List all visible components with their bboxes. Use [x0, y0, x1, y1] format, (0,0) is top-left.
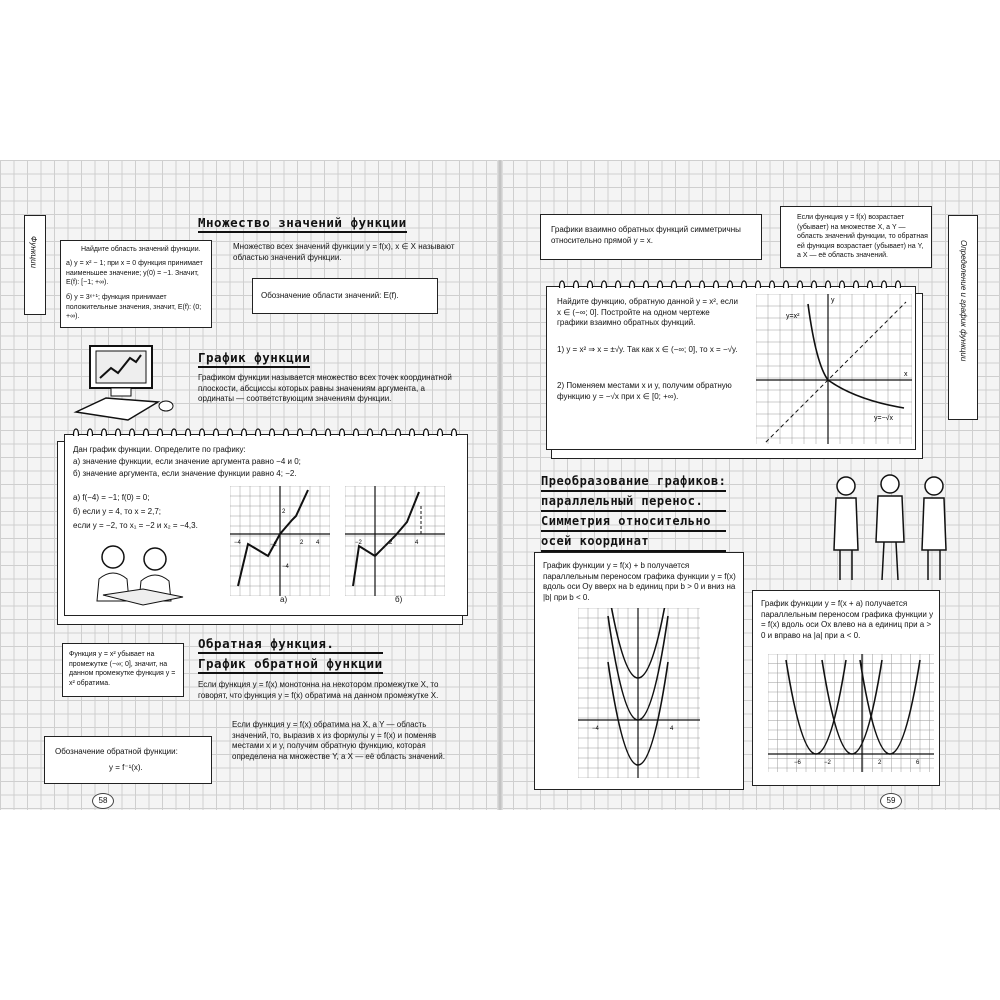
vertical-shift-text: График функции y = f(x) + b получается параллельным переносом графика функции y = f(x) вдоль оси Oy вверх на b единиц при b > 0 и вниз на |b| при b < 0. [543, 561, 736, 602]
spiral-ring [742, 281, 747, 288]
spiral-ring [116, 429, 121, 436]
svg-text:−2: −2 [355, 540, 362, 546]
spiral-ring [854, 281, 859, 288]
spiral-ring [588, 281, 593, 288]
kids-illustration [83, 539, 193, 609]
spiral-ring [770, 281, 775, 288]
svg-text:4: 4 [415, 540, 419, 546]
page-number-left: 58 [92, 793, 114, 809]
side-tab-left-label: Функции [29, 236, 38, 269]
spiral-ring [88, 429, 93, 436]
spiral-ring [658, 281, 663, 288]
notation-box [252, 278, 438, 314]
spiral-ring [242, 429, 247, 436]
spiral-ring [714, 281, 719, 288]
page-number-right: 59 [880, 793, 902, 809]
spiral-ring [284, 429, 289, 436]
spiral-ring [368, 429, 373, 436]
inverse-note-box [62, 643, 184, 697]
book-gutter [497, 160, 503, 810]
svg-text:4: 4 [316, 540, 320, 546]
spiral-ring [840, 281, 845, 288]
svg-text:−2: −2 [270, 542, 277, 548]
symmetry-note-box [540, 214, 762, 260]
computer-illustration [66, 340, 184, 425]
spiral-ring [200, 429, 205, 436]
example-p3: 2) Поменяем местами x и y, получим обратную функцию y = −√x при x ∈ [0; +∞). [557, 381, 732, 401]
spiral-ring [438, 429, 443, 436]
svg-text:2: 2 [389, 540, 393, 546]
horizontal-shift-text: График функции y = f(x + a) получается параллельным переносом графика функции y = f(x) вдоль оси Ox влево на a единиц при a > 0 и вправо на |a| при a < 0. [761, 599, 934, 640]
symmetry-line [756, 302, 906, 444]
svg-text:2: 2 [282, 509, 286, 515]
spiral-ring [686, 281, 691, 288]
svg-text:4: 4 [670, 726, 674, 732]
inverse-title: Обратная функция. График обратной функции [198, 636, 383, 674]
spiral-ring [574, 281, 579, 288]
inverse-paragraph-2: Если функция y = f(x) обратима на X, а Y — область значений, то, выразив x из формулы y = f(x) и поменяв местами x и y, получим обратную функцию, которая определена на множестве Y, а X — её область значений. [232, 720, 445, 761]
spiral-ring [798, 281, 803, 288]
people-illustration [828, 472, 952, 584]
spiral-ring [756, 281, 761, 288]
task-box-b: б) y = 3ˣ⁺¹; функция принимает положительные значения, значит, E(f): (0; +∞). [66, 294, 202, 320]
spiral-ring [214, 429, 219, 436]
task-box-title: Найдите область значений функции. [81, 246, 201, 253]
spiral-ring [158, 429, 163, 436]
spiral-ring [784, 281, 789, 288]
svg-text:−4: −4 [282, 564, 289, 570]
axis-y-label: y [831, 297, 835, 304]
notebook-question-b: б) значение аргумента, если значение функции равно 4; −2. [73, 469, 297, 478]
set-definition: Множество всех значений функции y = f(x), x ∈ X называют областью значений функции. [233, 242, 455, 262]
spiral-ring [630, 281, 635, 288]
spiral-ring [312, 429, 317, 436]
graph-definition: Графиком функции называется множество всех точек координатной плоскости, абсциссы которых равны значениям аргумента, а ординаты — соответствующим значениям функции. [198, 373, 452, 403]
side-tab-right-label: Определение и график функции [959, 240, 968, 362]
spiral-ring [270, 429, 275, 436]
task-box-a: а) y = x² − 1; при x = 0 функция принимает наименьшее значение; y(0) = −1. Значит, E(f): [−1; +∞). [66, 260, 203, 286]
side-tab-left [24, 215, 46, 315]
transform-title: Преобразование графиков: параллельный перенос. Симметрия относительно осей координат [541, 474, 726, 552]
label-y-sqrt: y=−√x [874, 415, 894, 422]
symmetry-note: Графики взаимно обратных функций симметричны относительно прямой y = x. [551, 225, 741, 245]
example-p1: Найдите функцию, обратную данной y = x², если x ∈ (−∞; 0]. Постройте на одном чертеже графики взаимно обратных функций. [557, 297, 738, 327]
svg-text:−6: −6 [794, 760, 801, 766]
set-title: Множество значений функции [198, 215, 407, 233]
spiral-ring [882, 281, 887, 288]
spiral-ring [644, 281, 649, 288]
graph-title: График функции [198, 350, 310, 368]
notebook-answer-b2: если y = −2, то x₁ = −2 и x₂ = −4,3. [73, 521, 198, 530]
svg-text:−2: −2 [824, 760, 831, 766]
spiral-ring [396, 429, 401, 436]
spiral-ring [812, 281, 817, 288]
example-p2: 1) y = x² ⇒ x = ±√y. Так как x ∈ (−∞; 0], то x = −√y. [557, 345, 738, 354]
spiral-ring [728, 281, 733, 288]
spiral-ring [672, 281, 677, 288]
inverse-paragraph-1: Если функция y = f(x) монотонна на некотором промежутке X, то говорят, что функция y = f(x) обратима на данном промежутке X. [198, 680, 439, 700]
svg-text:−4: −4 [234, 540, 241, 546]
spiral-ring [868, 281, 873, 288]
graph-a [230, 486, 330, 596]
notebook-answer-b1: б) если y = 4, то x = 2,7; [73, 507, 161, 516]
spiral-ring [602, 281, 607, 288]
monotonic-note: Если функция y = f(x) возрастает (убывает) на множестве X, а Y — область значений функции, то обратная ей функция возрастает (убывает) на Y, а X — её область значений. [797, 214, 928, 259]
inverse-notation-2: y = f⁻¹(x). [109, 763, 143, 772]
spiral-ring [616, 281, 621, 288]
sqrt-branch [828, 380, 904, 408]
spiral-ring [298, 429, 303, 436]
spiral-ring [410, 429, 415, 436]
notebook-rings-right [556, 280, 912, 288]
spiral-ring [144, 429, 149, 436]
label-y-x2: y=x² [786, 313, 800, 320]
spiral-ring [256, 429, 261, 436]
svg-text:6: 6 [916, 760, 920, 766]
inverse-notation-1: Обозначение обратной функции: [55, 747, 178, 756]
inverse-note: Функция y = x² убывает на промежутке (−∞; 0], значит, на данном промежутке функция y = x² обратима. [69, 651, 176, 687]
spiral-ring [130, 429, 135, 436]
spiral-ring [340, 429, 345, 436]
spiral-ring [326, 429, 331, 436]
svg-text:2: 2 [300, 540, 304, 546]
monotonic-note-box [780, 206, 932, 268]
spiral-ring [74, 429, 79, 436]
horizontal-shift-graph [768, 654, 934, 772]
notebook-task: Дан график функции. Определите по графику: [73, 445, 246, 454]
notation-text: Обозначение области значений: E(f). [261, 291, 399, 300]
notebook-answer-a: а) f(−4) = −1; f(0) = 0; [73, 493, 150, 502]
spiral-ring [172, 429, 177, 436]
svg-text:2: 2 [878, 760, 882, 766]
spiral-ring [700, 281, 705, 288]
inverse-notation-box [44, 736, 212, 784]
spiral-ring [424, 429, 429, 436]
spiral-ring [102, 429, 107, 436]
side-tab-right [948, 215, 978, 420]
vertical-shift-graph [578, 608, 700, 778]
svg-text:−4: −4 [592, 726, 599, 732]
task-box [60, 240, 212, 328]
spiral-ring [896, 281, 901, 288]
spiral-ring [452, 429, 457, 436]
graph-a-label: а) [280, 595, 288, 604]
spiral-ring [354, 429, 359, 436]
inverse-graph [756, 294, 912, 444]
axis-x-label: x [904, 371, 908, 378]
spiral-ring [228, 429, 233, 436]
spiral-ring [826, 281, 831, 288]
graph-b-label: б) [395, 595, 403, 604]
notebook-question-a: а) значение функции, если значение аргумента равно −4 и 0; [73, 457, 301, 466]
notebook-rings-left [70, 428, 466, 436]
graph-b [345, 486, 445, 596]
graph-a-curve [238, 490, 308, 586]
spiral-ring [186, 429, 191, 436]
spiral-ring [560, 281, 565, 288]
spiral-ring [382, 429, 387, 436]
